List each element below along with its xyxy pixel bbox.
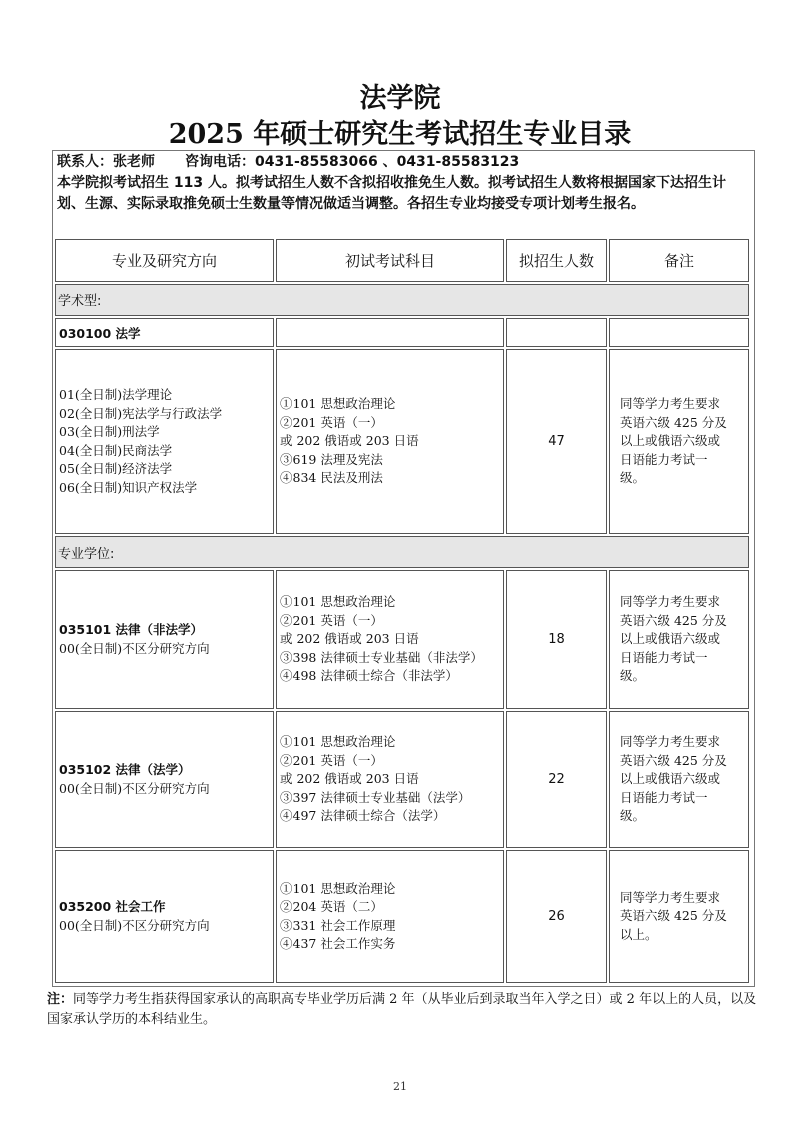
page-subtitle: 2025 年硕士研究生考试招生专业目录 [168,119,632,150]
intro-text: 本学院拟考试招生 113 人。拟考试招生人数不含拟招收推免生人数。拟考试招生人数将根据国家下达招生计划、生源、实际录取推免硕士生数量等情况做适当调整。各招生专业均接受专项计划考生报名。 [57,175,726,212]
professional-major-cell [55,711,274,848]
direction-item: 03(全日制)刑法学 [59,424,160,439]
professional-subjects-cell [276,850,504,983]
direction-item: 00(全日制)不区分研究方向 [59,780,210,796]
subject-item: ①101 思想政治理论 [280,734,396,750]
subject-item: ①101 思想政治理论 [280,880,396,896]
remark-line: 日语能力考试一 [620,649,708,665]
section-professional-bar [55,536,749,568]
remark-line: 级。 [620,470,646,486]
page-number: 21 [393,1080,407,1093]
subject-item: ③397 法律硕士专业基础（法学） [280,789,471,805]
professional-subjects-cell [276,570,504,709]
academic-remark-cell [609,349,749,534]
contact-phone: 咨询电话：0431-85583066 、0431-85583123 [185,154,520,170]
major-name: 035200 社会工作 [59,899,166,914]
direction-item: 05(全日制)经济法学 [59,461,173,476]
subject-item: ②201 英语（一） [280,414,383,430]
footnote-text: 同等学力考生指获得国家承认的高职高专毕业学历后满 2 年（从毕业后到录取当年入学之日）或 2 年以上的人员，以及国家承认学历的本科结业生。 [47,992,757,1027]
academic-major-count-empty [506,318,607,347]
academic-subjects-cell [276,349,504,534]
header-major: 专业及研究方向 [55,239,274,282]
remark-line: 英语六级 425 分及 [620,752,727,768]
contact-line [57,152,747,173]
subject-item: 或 202 俄语或 203 日语 [280,433,419,449]
remark-line: 日语能力考试一 [620,789,708,805]
professional-remark-cell [609,711,749,848]
professional-count-cell [506,850,607,983]
contact-person: 联系人：张老师 [57,154,155,170]
professional-major-cell [55,850,274,983]
subject-item: ③619 法理及宪法 [280,451,383,467]
intro-block [57,152,747,215]
enrollment-count: 22 [548,772,565,787]
subject-item: ④437 社会工作实务 [280,936,396,951]
remark-line: 英语六级 425 分及 [620,612,727,628]
footnote-label: 注： [47,992,74,1007]
direction-item: 00(全日制)不区分研究方向 [59,917,210,933]
enrollment-count: 26 [548,909,565,924]
subject-item: ②204 英语（二） [280,899,383,914]
remark-line: 以上或俄语六级或 [620,631,721,647]
direction-item: 00(全日制)不区分研究方向 [59,640,210,656]
academic-major-name: 030100 法学 [59,325,141,341]
subject-item: 或 202 俄语或 203 日语 [280,631,419,647]
professional-remark-cell [609,850,749,983]
remark-line: 同等学力考生要求 [620,889,721,905]
section-academic-label: 学术型: [58,294,102,309]
page-title: 法学院 [359,83,441,114]
header-remark: 备注 [609,239,749,282]
remark-line: 级。 [620,668,646,684]
remark-line: 日语能力考试一 [620,451,708,467]
academic-major-cell [55,318,274,347]
subject-item: ③398 法律硕士专业基础（非法学） [280,649,483,665]
subject-item: ④497 法律硕士综合（法学） [280,808,446,824]
subject-item: ④498 法律硕士综合（非法学） [280,668,458,684]
direction-item: 04(全日制)民商法学 [59,442,173,458]
professional-major-cell [55,570,274,709]
professional-count-cell [506,711,607,848]
subject-item: ①101 思想政治理论 [280,594,396,610]
remark-line: 同等学力考生要求 [620,594,721,610]
subject-item: 或 202 俄语或 203 日语 [280,771,419,787]
enrollment-count: 47 [548,434,565,449]
academic-count-cell [506,349,607,534]
remark-line: 英语六级 425 分及 [620,908,727,924]
subject-item: ③331 社会工作原理 [280,917,396,933]
subject-item: ①101 思想政治理论 [280,396,396,412]
subject-item: ②201 英语（一） [280,752,383,768]
professional-subjects-cell [276,711,504,848]
enrollment-count: 18 [548,632,565,647]
remark-line: 英语六级 425 分及 [620,414,727,430]
professional-remark-cell [609,570,749,709]
remark-line: 以上或俄语六级或 [620,433,721,449]
subject-item: ④834 民法及刑法 [280,470,383,486]
major-name: 035102 法律（法学） [59,762,191,777]
header-count: 拟招生人数 [506,239,607,282]
remark-line: 同等学力考生要求 [620,734,721,750]
section-academic-bar [55,284,749,316]
remark-line: 以上或俄语六级或 [620,771,721,787]
remark-line: 同等学力考生要求 [620,396,721,412]
remark-line: 以上。 [620,926,658,942]
professional-count-cell [506,570,607,709]
header-subjects: 初试考试科目 [276,239,504,282]
remark-line: 级。 [620,808,646,824]
academic-major-subjects-empty [276,318,504,347]
academic-major-remark-empty [609,318,749,347]
major-name: 035101 法律（非法学） [59,622,204,637]
subject-item: ②201 英语（一） [280,612,383,628]
academic-directions-cell [55,349,274,534]
footnote [47,990,757,1030]
direction-item: 06(全日制)知识产权法学 [59,479,198,495]
direction-item: 01(全日制)法学理论 [59,387,173,402]
section-professional-label: 专业学位: [58,547,115,562]
direction-item: 02(全日制)宪法学与行政法学 [59,405,223,421]
